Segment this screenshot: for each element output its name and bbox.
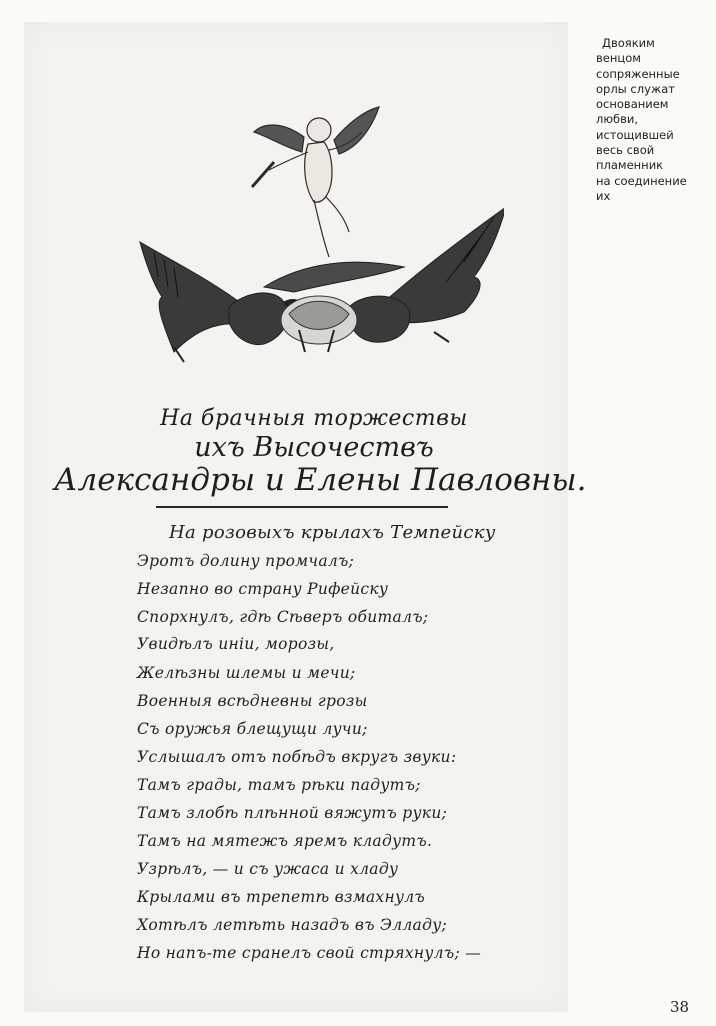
side-caption xyxy=(596,36,708,204)
caption-line: сопряженные xyxy=(596,66,680,81)
title-line: ихъ Высочествъ xyxy=(194,432,434,463)
title-divider xyxy=(156,506,448,508)
caption-line: орлы служат xyxy=(596,81,676,96)
caption-line: основанием xyxy=(596,97,669,112)
caption-line: пламенник xyxy=(596,158,664,173)
title-line: Александры и Елены Павловны. xyxy=(54,462,587,498)
caption-line: весь свой xyxy=(596,143,655,158)
caption-line: любви, xyxy=(596,112,639,127)
poem-line: Но напъ-те сранелъ свой стряхнулъ; — xyxy=(137,944,482,962)
caption-line: их xyxy=(596,188,611,203)
poem-line: Эротъ долину промчалъ; xyxy=(137,552,355,570)
poem-line: Увидѣлъ иніи, морозы, xyxy=(137,635,335,653)
caption-line: Двояким xyxy=(602,36,655,50)
caption-line: венцом xyxy=(596,51,641,66)
poem-line: Тамъ на мятежъ яремъ кладутъ. xyxy=(137,832,433,850)
caption-line: на соединение xyxy=(596,173,687,188)
manuscript-page xyxy=(24,22,587,1012)
poem-line: Спорхнулъ, гдѣ Сѣверъ обиталъ; xyxy=(137,608,429,626)
poem-line: Тамъ грады, тамъ рѣки падутъ; xyxy=(137,776,421,794)
cupid-eagles-illustration xyxy=(134,92,504,372)
poem-line: На розовыхъ крылахъ Темпейску xyxy=(169,522,496,543)
poem-line: Незапно во страну Рифейску xyxy=(137,580,389,598)
poem-line: Тамъ злобѣ плѣнной вяжутъ руки; xyxy=(137,804,448,822)
poem-line: Военныя всѣдневны грозы xyxy=(137,692,368,710)
poem-line: Узрѣлъ, — и съ ужаса и хладу xyxy=(137,860,399,878)
caption-line: истощившей xyxy=(596,127,674,142)
poem-line: Съ оружья блещущи лучи; xyxy=(137,720,368,738)
poem-line: Хотѣлъ летѣть назадъ въ Элладу; xyxy=(137,916,448,934)
page-number: 38 xyxy=(670,998,690,1016)
poem-line: Желѣзны шлемы и мечи; xyxy=(137,664,356,682)
poem-line: Крылами въ трепетѣ взмахнулъ xyxy=(137,888,426,906)
title-line: На брачныя торжествы xyxy=(160,406,468,431)
poem-line: Услышалъ отъ побѣдъ вкругъ звуки: xyxy=(137,748,457,766)
